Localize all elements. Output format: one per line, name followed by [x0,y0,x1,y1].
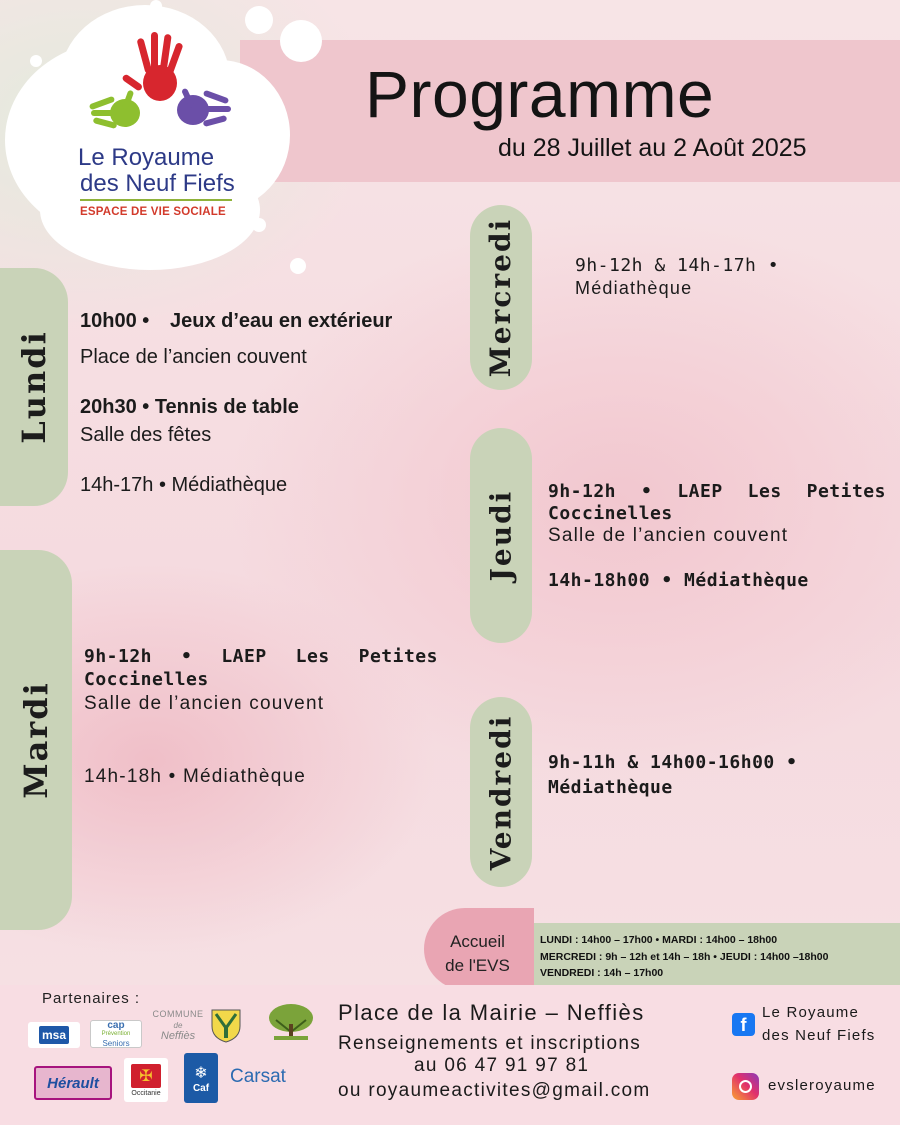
herault-logo: Hérault [34,1066,112,1100]
day-label-jeudi: Jeudi [484,489,518,582]
vendredi-event1-line2: Médiathèque [548,777,673,798]
lundi-event1-time: 10h00 • [80,310,150,332]
jeudi-event1-line2: Coccinelles [548,503,673,524]
phone[interactable]: au 06 47 91 97 81 [414,1055,590,1076]
mardi-event1-line1: 9h-12h • LAEP Les Petites [84,646,438,667]
accueil-label: Accueil de l'EVS [445,932,510,975]
vendredi-event1-line1: 9h-11h & 14h00-16h00 • [548,752,798,773]
msa-logo: msa [28,1022,80,1048]
hours-row-2: MERCREDI : 9h – 12h et 14h – 18h • JEUDI : 14h00 –18h00 [540,951,829,963]
logo-name-line1: Le Royaume [78,144,215,171]
day-label-mardi: Mardi [17,681,56,799]
lundi-event1-place: Place de l’ancien couvent [80,346,307,368]
day-tab-lundi [0,268,68,506]
logo-tagline: ESPACE DE VIE SOCIALE [80,206,226,218]
mardi-event1-place: Salle de l’ancien couvent [84,693,325,714]
carsat-logo: Carsat [230,1066,286,1087]
jeudi-event2: 14h-18h00 • Médiathèque [548,570,809,591]
logo-name-line2: des Neuf Fiefs [80,170,235,197]
mardi-event2: 14h-18h • Médiathèque [84,766,307,787]
address: Place de la Mairie – Neffiès [338,1000,645,1025]
neffies-shield-icon [210,1008,242,1044]
caf-logo: ❄ Caf [184,1053,218,1103]
instagram-icon[interactable] [732,1073,759,1100]
lundi-event1-title: Jeux d’eau en extérieur [170,310,393,332]
cap-prevention-seniors-logo: cap Prévention Seniors [90,1020,142,1048]
day-label-vendredi: Vendredi [484,714,518,870]
mardi-event1-line2: Coccinelles [84,669,209,690]
email[interactable]: ou royaumeactivites@gmail.com [338,1080,651,1101]
page-title: Programme [365,57,715,131]
day-tab-mardi [0,550,72,930]
lundi-event3: 14h-17h • Médiathèque [80,474,288,496]
day-tab-jeudi [470,428,532,643]
facebook-icon[interactable]: f [732,1013,755,1036]
day-label-mercredi: Mercredi [484,217,518,378]
hours-row-3: VENDREDI : 14h – 17h00 [540,967,664,979]
facebook-name-line1[interactable]: Le Royaume [762,1004,860,1021]
mercredi-event1-line1: 9h-12h & 14h-17h • [575,255,780,276]
hours-row-1: LUNDI : 14h00 – 17h00 • MARDI : 14h00 – 18h00 [540,934,778,946]
jeudi-event1-place: Salle de l’ancien couvent [548,525,789,546]
day-tab-vendredi [470,697,532,887]
mercredi-event1-line2: Médiathèque [575,278,693,298]
date-range: du 28 Juillet au 2 Août 2025 [498,134,807,162]
facebook-name-line2[interactable]: des Neuf Fiefs [762,1027,876,1044]
jeudi-event1-line1: 9h-12h • LAEP Les Petites [548,481,886,502]
hands-icon [85,28,235,138]
lundi-event2-time: 20h30 • Tennis de table [80,396,299,418]
partners-label: Partenaires : [42,990,141,1007]
info-line1: Renseignements et inscriptions [338,1033,642,1054]
commune-neffies-logo: COMMUNE de Neffiès [152,1008,204,1042]
instagram-handle[interactable]: evsleroyaume [768,1077,876,1094]
tree-logo-icon [266,998,316,1044]
occitanie-logo: ✠ Occitanie [124,1058,168,1102]
lundi-event2-place: Salle des fêtes [80,424,212,446]
day-tab-mercredi [470,205,532,390]
day-label-lundi: Lundi [15,330,53,444]
